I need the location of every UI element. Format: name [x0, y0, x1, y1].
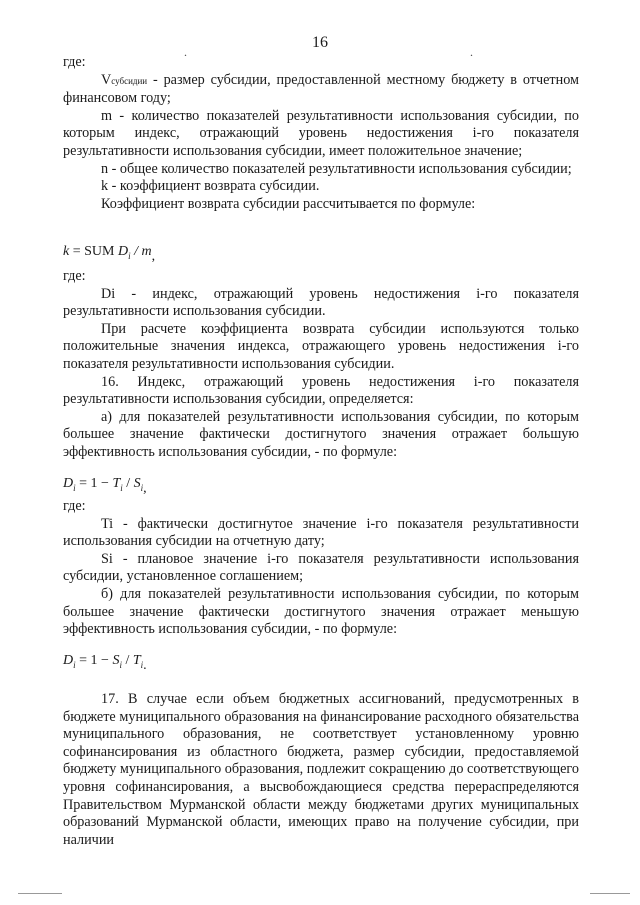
paragraph-17-block — [63, 691, 579, 849]
where-label: где: — [63, 498, 86, 514]
s-definition: Si - плановое значение i-го показателя результативности использования субсидии, установленное соглашением; — [63, 550, 579, 585]
paragraph-17: 17. В случае если объем бюджетных ассигнований, предусмотренных в бюджете муниципального образования на финансирование расходного обязательства муниципального образования, не соответствует установленному уровню софинансирования из областного бюджета, размер субсидии, предоставляемой бюджету муниципального образования, подлежит сокращению до соответствующего уровня софинансирования, а высвобождающиеся средства перераспределяются Правительством Мурманской области между бюджетами других муниципальных образований Мурманской области, имеющих право на получение субсидии, при наличии — [63, 691, 579, 848]
formula-d-a: $D_i = 1 - T_i / S_i$, — [63, 476, 147, 496]
definitions-block-3 — [63, 498, 579, 639]
formula-k: k = SUM $D_i$ / m, — [63, 244, 156, 264]
scan-mark: . — [184, 45, 187, 59]
t-definition: Ti - фактически достигнутое значение i-го показателя результативности использования субсидии на отчетную дату; — [63, 515, 579, 550]
m-definition: m - количество показателей результативности использования субсидии, по которым индекс, отражающий уровень недостижения i-го показателя результативности использования субсидии, имеет положительное значение; — [63, 107, 579, 159]
definitions-block-2 — [63, 268, 579, 462]
subparagraph-b: б) для показателей результативности использования субсидии, по которым большее значение фактически достигнутого значения отражает меньшую эффективность использования субсидии, - по формуле: — [63, 585, 579, 638]
bottom-rule — [18, 893, 62, 894]
formula-d-b: $D_i = 1 - S_i / T_i$. — [63, 653, 147, 673]
k-definition: k - коэффициент возврата субсидии. — [101, 178, 320, 195]
subparagraph-a: а) для показателей результативности использования субсидии, по которым большее значение фактически достигнутого значения отражает большую эффективность использования субсидии, - по формуле: — [63, 408, 579, 460]
paragraph-16: 16. Индекс, отражающий уровень недостижения i-го показателя результативности использования субсидии, определяется: — [63, 373, 579, 408]
definitions-block-1 — [63, 54, 579, 213]
page-number: 16 — [312, 34, 328, 51]
where-label: где: — [63, 268, 86, 284]
calculation-note: При расчете коэффициента возврата субсидии используются только положительные значения индекса, отражающего уровень недостижения i-го показателя результативности использования субсидии. — [63, 320, 579, 372]
coefficient-intro: Коэффициент возврата субсидии рассчитывается по формуле: — [101, 195, 476, 212]
scan-mark: . — [470, 45, 473, 59]
d-definition: Di - индекс, отражающий уровень недостижения i-го показателя результативности использования субсидии. — [63, 285, 579, 320]
v-definition: Vсубсидии - размер субсидии, предоставленной местному бюджету в отчетном финансовом году; — [63, 71, 579, 107]
n-definition: n - общее количество показателей результативности использования субсидии; — [101, 160, 572, 177]
where-label: где: — [63, 54, 86, 70]
bottom-rule — [590, 893, 630, 894]
